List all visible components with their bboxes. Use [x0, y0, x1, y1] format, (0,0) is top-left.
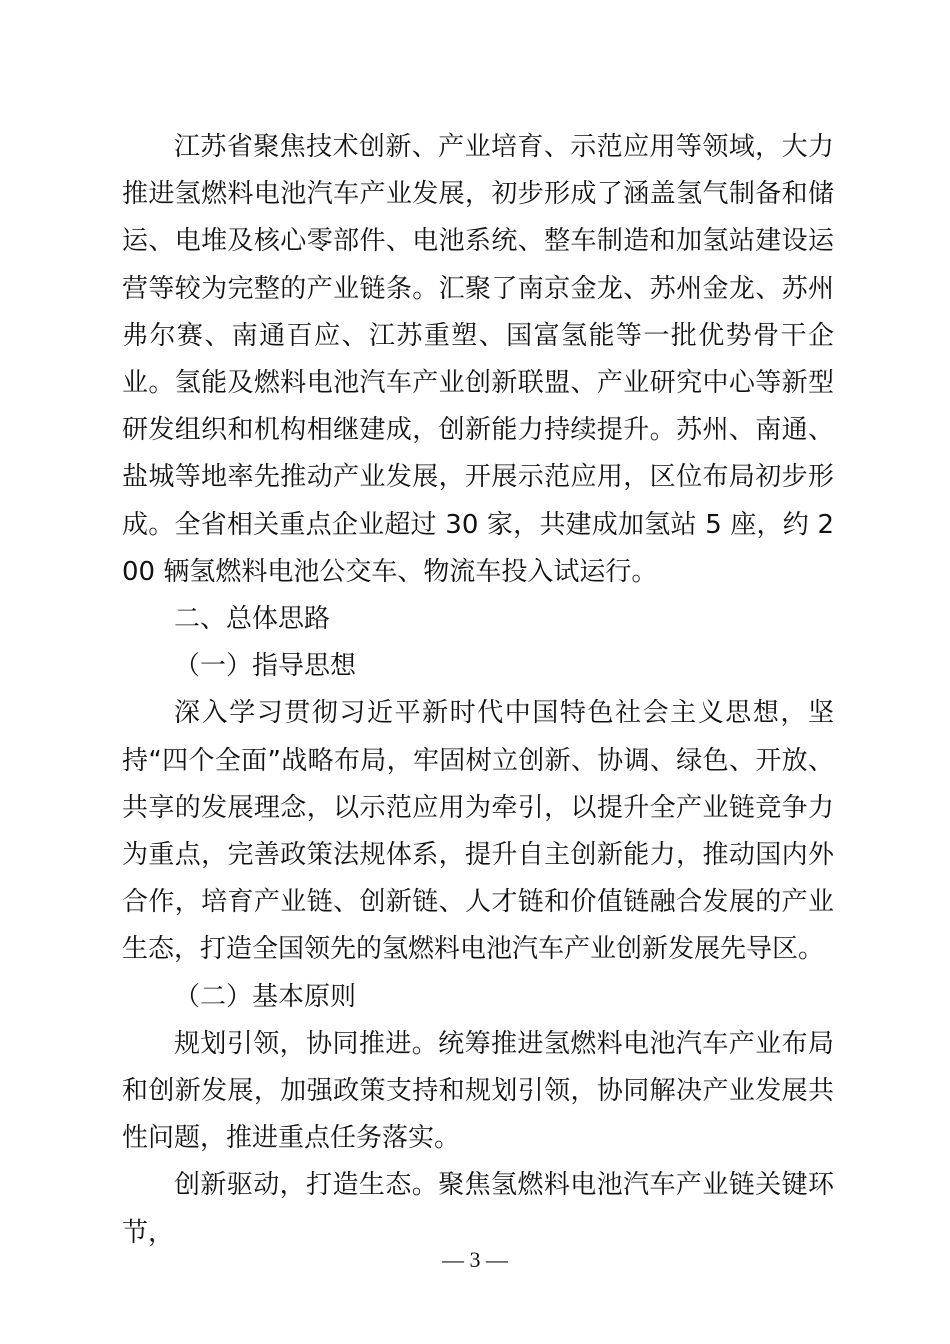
- subsection-heading-guiding-ideology: （一）指导思想: [174, 651, 357, 682]
- paragraph-guiding-ideology: 深入学习贯彻习近平新时代中国特色社会主义思想，坚持“四个全面”战略布局，牢固树立创新、协调、绿色、开放、共享的发展理念，以示范应用为牵引，以提升全产业链竞争力为重点，完善政策法规体系，提升自主创新能力，推动国内外合作，培育产业链、创新链、人才链和价值链融合发展的产业生态，打造全国领先的氢燃料电池汽车产业创新发展先导区。: [122, 698, 834, 965]
- subsection-heading-basic-principles: （二）基本原则: [174, 981, 357, 1012]
- paragraph-industry-status: 江苏省聚焦技术创新、产业培育、示范应用等领域，大力推进氢燃料电池汽车产业发展，初步形成了涵盖氢气制备和储运、电堆及核心零部件、电池系统、整车制造和加氢站建设运营等较为完整的产业链条。汇聚了南京金龙、苏州金龙、苏州弗尔赛、南通百应、江苏重塑、国富氢能等一批优势骨干企业。氢能及燃料电池汽车产业创新联盟、产业研究中心等新型研发组织和机构相继建成，创新能力持续提升。苏州、南通、盐城等地率先推动产业发展，开展示范应用，区位布局初步形成。全省相关重点企业超过 30 家，共建成加氢站 5 座，约 200 辆氢燃料电池公交车、物流车投入试运行。: [122, 132, 834, 587]
- paragraph-principle-innovation: 创新驱动，打造生态。聚焦氢燃料电池汽车产业链关键环节，: [122, 1170, 834, 1248]
- paragraph-principle-planning: 规划引领，协同推进。统筹推进氢燃料电池汽车产业布局和创新发展，加强政策支持和规划引领，协同解决产业发展共性问题，推进重点任务落实。: [122, 1028, 834, 1154]
- page-number: — 3 —: [442, 1247, 508, 1272]
- section-heading-overall-approach: 二、总体思路: [174, 604, 331, 635]
- document-body: [122, 124, 834, 1257]
